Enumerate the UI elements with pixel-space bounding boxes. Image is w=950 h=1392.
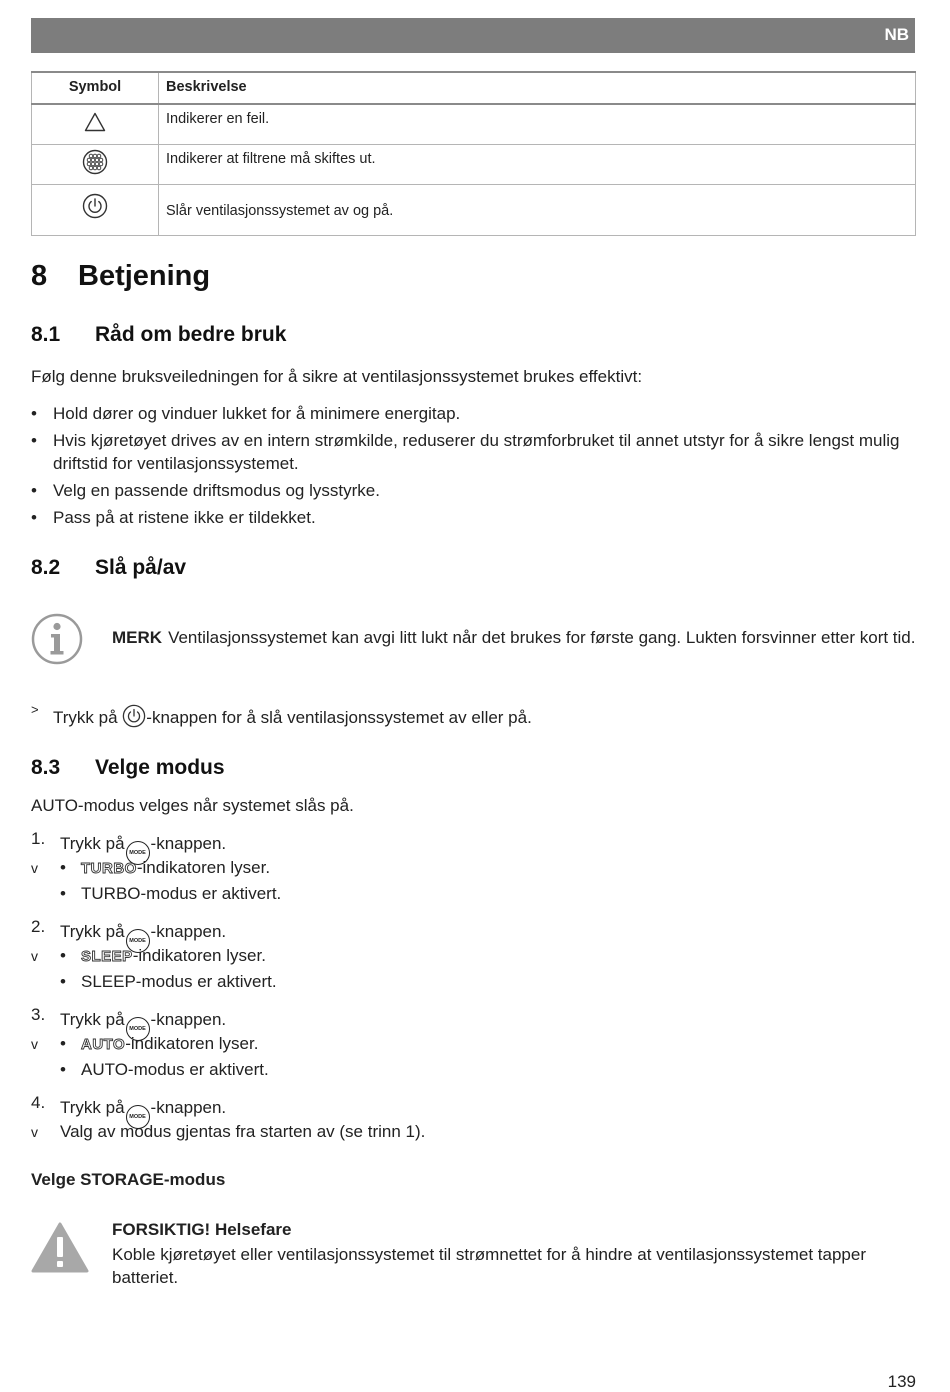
- result-marker: v: [31, 860, 38, 876]
- page-number: 139: [887, 1372, 916, 1391]
- symbol-cell: [32, 104, 159, 144]
- description-column-header: Beskrivelse: [159, 72, 916, 104]
- table-row: [32, 184, 916, 235]
- caution-text: Koble kjøretøyet eller ventilasjonssystemet til strømnettet for å hindre at ventilasjonssystemet tapper batteriet.: [112, 1245, 866, 1287]
- sleep-indicator-icon: SLEEP: [81, 948, 133, 965]
- list-item: • Velg en passende driftsmodus og lysstyrke.: [31, 479, 911, 502]
- list-item: • Hvis kjøretøyet drives av en intern strømkilde, reduserer du strømforbruket til annet utstyr for å sikre lengst mulig driftstid for ventilasjonssystemet.: [31, 429, 911, 475]
- step-number: 3.: [31, 1005, 46, 1024]
- section-heading-8-1: 8.1 Råd om bedre bruk: [31, 323, 287, 346]
- chapter-number: 8: [31, 260, 48, 292]
- note-label: MERK: [112, 628, 163, 647]
- result-marker: v: [31, 1036, 38, 1052]
- auto-indicator-icon: AUTO: [81, 1036, 126, 1053]
- section-8-3-intro: AUTO-modus velges når systemet slås på.: [31, 796, 354, 815]
- caution-title: FORSIKTIG! Helsefare: [112, 1220, 292, 1239]
- mode-button-icon: MODE: [126, 1017, 150, 1041]
- list-item: • Hold dører og vinduer lukket for å minimere energitap.: [31, 402, 911, 425]
- mode-button-icon: MODE: [126, 1105, 150, 1129]
- symbol-cell: [32, 144, 159, 184]
- step-instruction: Trykk på MODE -knappen.: [60, 1098, 226, 1129]
- header-bar: [31, 18, 915, 53]
- symbol-table: [31, 71, 916, 236]
- symbol-column-header: Symbol: [32, 72, 159, 104]
- step-result: Valg av modus gjentas fra starten av (se trinn 1).: [60, 1122, 426, 1141]
- step-number: 2.: [31, 917, 46, 936]
- step-instruction: Trykk på MODE -knappen.: [60, 1010, 226, 1041]
- step-number: 4.: [31, 1093, 46, 1112]
- result-marker: v: [31, 1124, 38, 1140]
- warning-triangle-icon: [84, 112, 106, 132]
- step-instruction: Trykk på MODE -knappen.: [60, 922, 226, 953]
- tips-list: [31, 402, 911, 533]
- step-instruction: Trykk på MODE -knappen.: [60, 834, 226, 865]
- table-row: [32, 144, 916, 184]
- storage-heading: Velge STORAGE-modus: [31, 1170, 226, 1189]
- section-8-1-intro: Følg denne bruksveiledningen for å sikre at ventilasjonssystemet brukes effektivt:: [31, 367, 643, 386]
- info-icon: [31, 613, 83, 665]
- note-box: [112, 628, 922, 648]
- indicator-line: • AUTO-indikatoren lyser.: [60, 1034, 259, 1053]
- filter-grid-icon: [82, 149, 108, 175]
- action-marker: >: [31, 702, 39, 717]
- chapter-title: Betjening: [78, 260, 211, 292]
- mode-button-icon: MODE: [126, 841, 150, 865]
- result-marker: v: [31, 948, 38, 964]
- list-item: • Pass på at ristene ikke er tildekket.: [31, 506, 911, 529]
- indicator-line: • SLEEP-indikatoren lyser.: [60, 946, 266, 965]
- description-cell: Slår ventilasjonssystemet av og på.: [159, 184, 916, 235]
- power-icon: [122, 704, 146, 728]
- mode-button-icon: MODE: [126, 929, 150, 953]
- power-icon: [82, 193, 108, 219]
- active-mode-line: • SLEEP-modus er aktivert.: [60, 972, 277, 991]
- active-mode-line: • TURBO-modus er aktivert.: [60, 884, 282, 903]
- symbol-cell: [32, 184, 159, 235]
- description-cell: Indikerer at filtrene må skiftes ut.: [159, 144, 916, 184]
- power-instruction: Trykk på -knappen for å slå ventilasjonssystemet av eller på.: [53, 704, 532, 728]
- turbo-indicator-icon: TURBO: [81, 860, 137, 877]
- chapter-heading: [31, 260, 210, 293]
- active-mode-line: • AUTO-modus er aktivert.: [60, 1060, 269, 1079]
- indicator-line: • TURBO-indikatoren lyser.: [60, 858, 271, 877]
- section-heading-8-2: 8.2 Slå på/av: [31, 556, 187, 579]
- language-code: NB: [884, 25, 909, 44]
- description-cell: Indikerer en feil.: [159, 104, 916, 144]
- caution-warning-icon: [31, 1222, 89, 1274]
- step-number: 1.: [31, 829, 46, 848]
- note-text: Ventilasjonssystemet kan avgi litt lukt når det brukes for første gang. Lukten forsvinner etter kort tid.: [168, 628, 916, 647]
- table-row: [32, 104, 916, 144]
- section-heading-8-3: 8.3 Velge modus: [31, 756, 225, 779]
- table-header-row: [32, 72, 916, 104]
